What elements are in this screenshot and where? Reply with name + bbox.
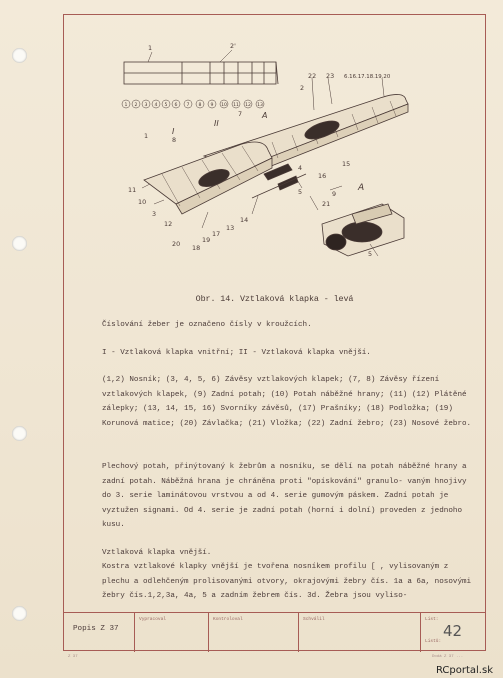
label-22: 22 [308,72,317,80]
paragraph-outer-flap-heading: Vztlaková klapka vnější. [102,549,212,557]
title-block-vypracoval-cell [135,613,209,652]
paragraph-skin: Plechový potah, přinýtovaný k žebrům a nosníku, se dělí na potah náběžné hrany a zadní potah. Náběžná hrana je chráněna proti "opískování" granulo- vaným hnojivy do 3. serie laminátovou vrstvou a od 4. serie gumovým páskem. Zadní potah je vyztužen signami. Od 4. serie je zadní potah (horní i dolní) proveden z jednoho kusu. [102,463,467,530]
document-code: Popis Z 37 [73,625,119,633]
vypracoval-label: Vypracoval [139,617,167,622]
label-20: 20 [172,240,181,248]
paragraph-parts-list: (1,2) Nosník; (3, 4, 5, 6) Závěsy vztlakových klapek; (7, 8) Závěsy řízení vztlakových klapek, (9) Zadní potah; (10) Potah náběžné hrany; (11) (12) Plátěné zálepky; (13, 14, 15, 16) Svorníky závěsů, (17) Prašníky; (18) Podložka; (19) Korunová matice; (20) Závlačka; (21) Vložka; (22) Zadní žebro; (23) Nosové žebro. [102,376,472,428]
label-11: 11 [128,186,137,194]
rib-number-row [122,100,264,108]
label-10: 10 [138,198,147,206]
schvalil-label: Schválil [303,617,325,622]
label-2: 2 [300,84,305,92]
label-A-detail: A [358,183,365,193]
figure-caption: Obr. 14. Vztlaková klapka - levá [195,294,354,304]
circled-rib-13: 13 [257,102,263,108]
circled-rib-1: 1 [124,102,128,108]
title-block-popis-cell [63,613,135,652]
title-block-kontroloval-cell [209,613,299,652]
circled-rib-3: 3 [144,102,148,108]
paragraph-flap-designation: I - Vztlaková klapka vnitřní; II - Vztlaková klapka vnější. [102,349,371,357]
label-5b: 5 [368,250,373,258]
label-17: 17 [212,230,221,238]
label-7: 7 [238,110,243,118]
kontroloval-label: Kontroloval [213,617,243,622]
paragraph-rib-numbering: Číslování žeber je označeno čísly v kroužcích. [102,321,312,329]
label-16: 16 [318,172,327,180]
label-14: 14 [240,216,249,224]
punch-hole [12,236,27,251]
label-19: 19 [202,236,211,244]
paragraph-outer-flap-structure: Kostra vztlakové klapky vnější je tvořena nosníkem profilu [ , vylisovaným z plechu a odlehčeným prolisovanými otvory, okrajovými žebry čís. 1a a 6a, nosovými žebry čís.1,2,3a, 4a, 5 a zadním žebrem čís. 3d. Žebra jsou vyliso- [102,563,472,601]
punch-hole [12,606,27,621]
label-3: 3 [152,210,157,218]
site-watermark: RCportal.sk [435,665,493,676]
punch-hole [12,48,27,63]
list-label: List: [425,617,439,622]
label-9: 9 [332,190,337,198]
label-roman-II: II [214,119,219,128]
circled-rib-2: 2 [134,102,138,108]
punch-hole [12,426,27,441]
circled-rib-7: 7 [186,102,190,108]
listu-label: Listů: [425,639,442,644]
label-A-top: A [262,111,268,120]
title-block-schvalil-cell [299,613,421,652]
label-8: 8 [172,136,177,144]
print-mark-left: Z 37 [68,655,78,659]
label-21: 21 [322,200,331,208]
page-number: 42 [443,622,463,640]
circled-rib-6: 6 [174,102,178,108]
circled-rib-8: 8 [198,102,202,108]
circled-rib-9: 9 [210,102,214,108]
label-5: 5 [298,188,303,196]
label-12: 12 [164,220,173,228]
label-4: 4 [298,164,303,172]
label-18: 18 [192,244,201,252]
label-1b: 1 [144,132,149,140]
circled-rib-10: 10 [221,102,227,108]
print-mark-right: Dodá Z 37 ... [432,655,464,659]
flap-illustration [92,38,462,270]
circled-rib-11: 11 [233,102,239,108]
title-block [63,612,486,652]
label-13: 13 [226,224,235,232]
circled-rib-12: 12 [245,102,251,108]
label-15: 15 [342,160,351,168]
label-1: 1 [148,44,153,52]
circled-rib-4: 4 [154,102,158,108]
circled-rib-5: 5 [164,102,168,108]
label-2-prime: 2' [230,42,236,50]
label-6-20: 6.16.17.18.19.20 [344,74,391,80]
label-roman-I: I [172,127,175,136]
label-23: 23 [326,72,335,80]
